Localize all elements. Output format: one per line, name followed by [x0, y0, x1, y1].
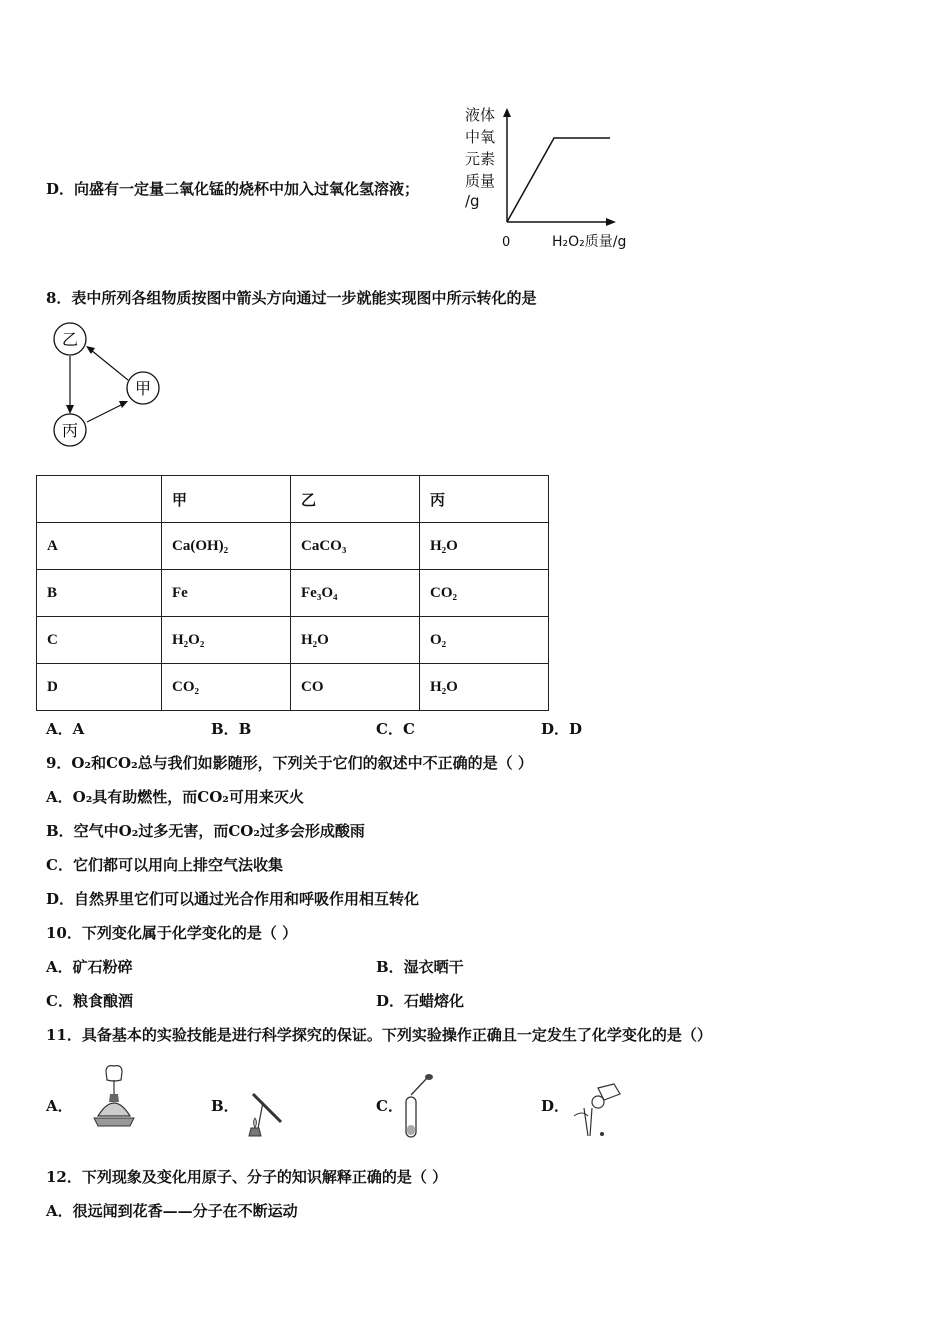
table-cell: H₂O₂	[162, 617, 291, 664]
q9-stem: 9．O₂和CO₂总与我们如影随形，下列关于它们的叙述中不正确的是（ ）	[46, 754, 533, 772]
table-header-cell: 甲	[162, 476, 291, 523]
table-header-cell: 乙	[291, 476, 420, 523]
q10-option-d[interactable]: D．石蜡熔化	[376, 992, 465, 1010]
table-cell: H₂O	[291, 617, 420, 664]
table-cell: Ca(OH)₂	[162, 523, 291, 570]
table-cell: Fe₃O₄	[291, 570, 420, 617]
table-cell: C	[37, 617, 162, 664]
table-cell: CO	[291, 664, 420, 711]
q11-option-b[interactable]: B．	[211, 1097, 239, 1115]
table-row	[37, 570, 549, 617]
graph-curve	[507, 138, 610, 222]
graph-ylabel-line-4: 质量	[465, 172, 496, 190]
q11-option-c[interactable]: C．	[376, 1097, 403, 1115]
graph-ylabel-line-2: 中氧	[465, 128, 496, 146]
q9-option-c[interactable]: C．它们都可以用向上排空气法收集	[46, 856, 283, 874]
table-cell: D	[37, 664, 162, 711]
table-cell: O₂	[420, 617, 549, 664]
arrowhead-bing-to-jia	[119, 401, 128, 408]
pouring-reagent-icon	[568, 1080, 628, 1142]
q10-option-b[interactable]: B．湿衣晒干	[376, 958, 464, 976]
table-cell: CaCO₃	[291, 523, 420, 570]
q10-stem: 10．下列变化属于化学变化的是（ ）	[46, 924, 298, 942]
q9-option-b[interactable]: B．空气中O₂过多无害，而CO₂过多会形成酸雨	[46, 822, 365, 840]
q7-option-d: D．向盛有一定量二氧化锰的烧杯中加入过氧化氢溶液；	[46, 180, 420, 198]
q7-graph	[460, 100, 650, 260]
graph-ylabel-line-1: 液体	[465, 106, 496, 124]
q11-option-d[interactable]: D．	[541, 1097, 570, 1115]
q8-table	[36, 475, 549, 711]
dropper-test-tube-icon	[400, 1073, 440, 1143]
q11-stem: 11．具备基本的实验技能是进行科学探究的保证。下列实验操作正确且一定发生了化学变化的是（）	[46, 1026, 712, 1044]
alcohol-lamp-icon	[88, 1060, 144, 1132]
q8-cycle-diagram	[45, 318, 175, 453]
graph-x-arrow	[606, 218, 616, 226]
table-row	[37, 523, 549, 570]
heating-test-tube-icon	[235, 1088, 287, 1140]
node-bing-label: 丙	[61, 421, 79, 440]
q8-option-b[interactable]: B．B	[211, 720, 252, 738]
table-row	[37, 617, 549, 664]
table-cell: H₂O	[420, 523, 549, 570]
q9-option-d[interactable]: D．自然界里它们可以通过光合作用和呼吸作用相互转化	[46, 890, 420, 908]
q9-option-a[interactable]: A．O₂具有助燃性，而CO₂可用来灭火	[46, 788, 304, 806]
arrow-bing-to-jia	[87, 404, 123, 422]
graph-xlabel: H₂O₂质量/g	[552, 234, 627, 250]
table-cell: Fe	[162, 570, 291, 617]
table-header-cell: 丙	[420, 476, 549, 523]
graph-ylabel-line-3: 元素	[465, 150, 496, 168]
graph-ylabel-line-5: /g	[465, 192, 480, 210]
q10-option-c[interactable]: C．粮食酿酒	[46, 992, 133, 1010]
table-cell: H₂O	[420, 664, 549, 711]
table-cell: B	[37, 570, 162, 617]
arrow-jia-to-yi	[91, 350, 128, 380]
node-yi-label: 乙	[61, 330, 79, 349]
graph-origin-label: 0	[502, 235, 511, 250]
q8-option-a[interactable]: A．A	[46, 720, 85, 738]
q11-option-a[interactable]: A．	[46, 1097, 73, 1115]
table-header-row	[37, 476, 549, 523]
table-cell: CO₂	[162, 664, 291, 711]
q8-option-d[interactable]: D．D	[541, 720, 583, 738]
graph-y-arrow	[503, 108, 511, 117]
table-cell: CO₂	[420, 570, 549, 617]
q12-stem: 12．下列现象及变化用原子、分子的知识解释正确的是（ ）	[46, 1168, 448, 1186]
q8-option-c[interactable]: C．C	[376, 720, 415, 738]
node-jia-label: 甲	[134, 379, 152, 398]
table-cell: A	[37, 523, 162, 570]
q8-stem: 8．表中所列各组物质按图中箭头方向通过一步就能实现图中所示转化的是	[46, 289, 537, 307]
q12-option-a[interactable]: A．很远闻到花香——分子在不断运动	[46, 1202, 298, 1220]
q10-option-a[interactable]: A．矿石粉碎	[46, 958, 133, 976]
table-row	[37, 664, 549, 711]
arrowhead-yi-to-bing	[66, 405, 74, 414]
table-header-cell	[37, 476, 162, 523]
